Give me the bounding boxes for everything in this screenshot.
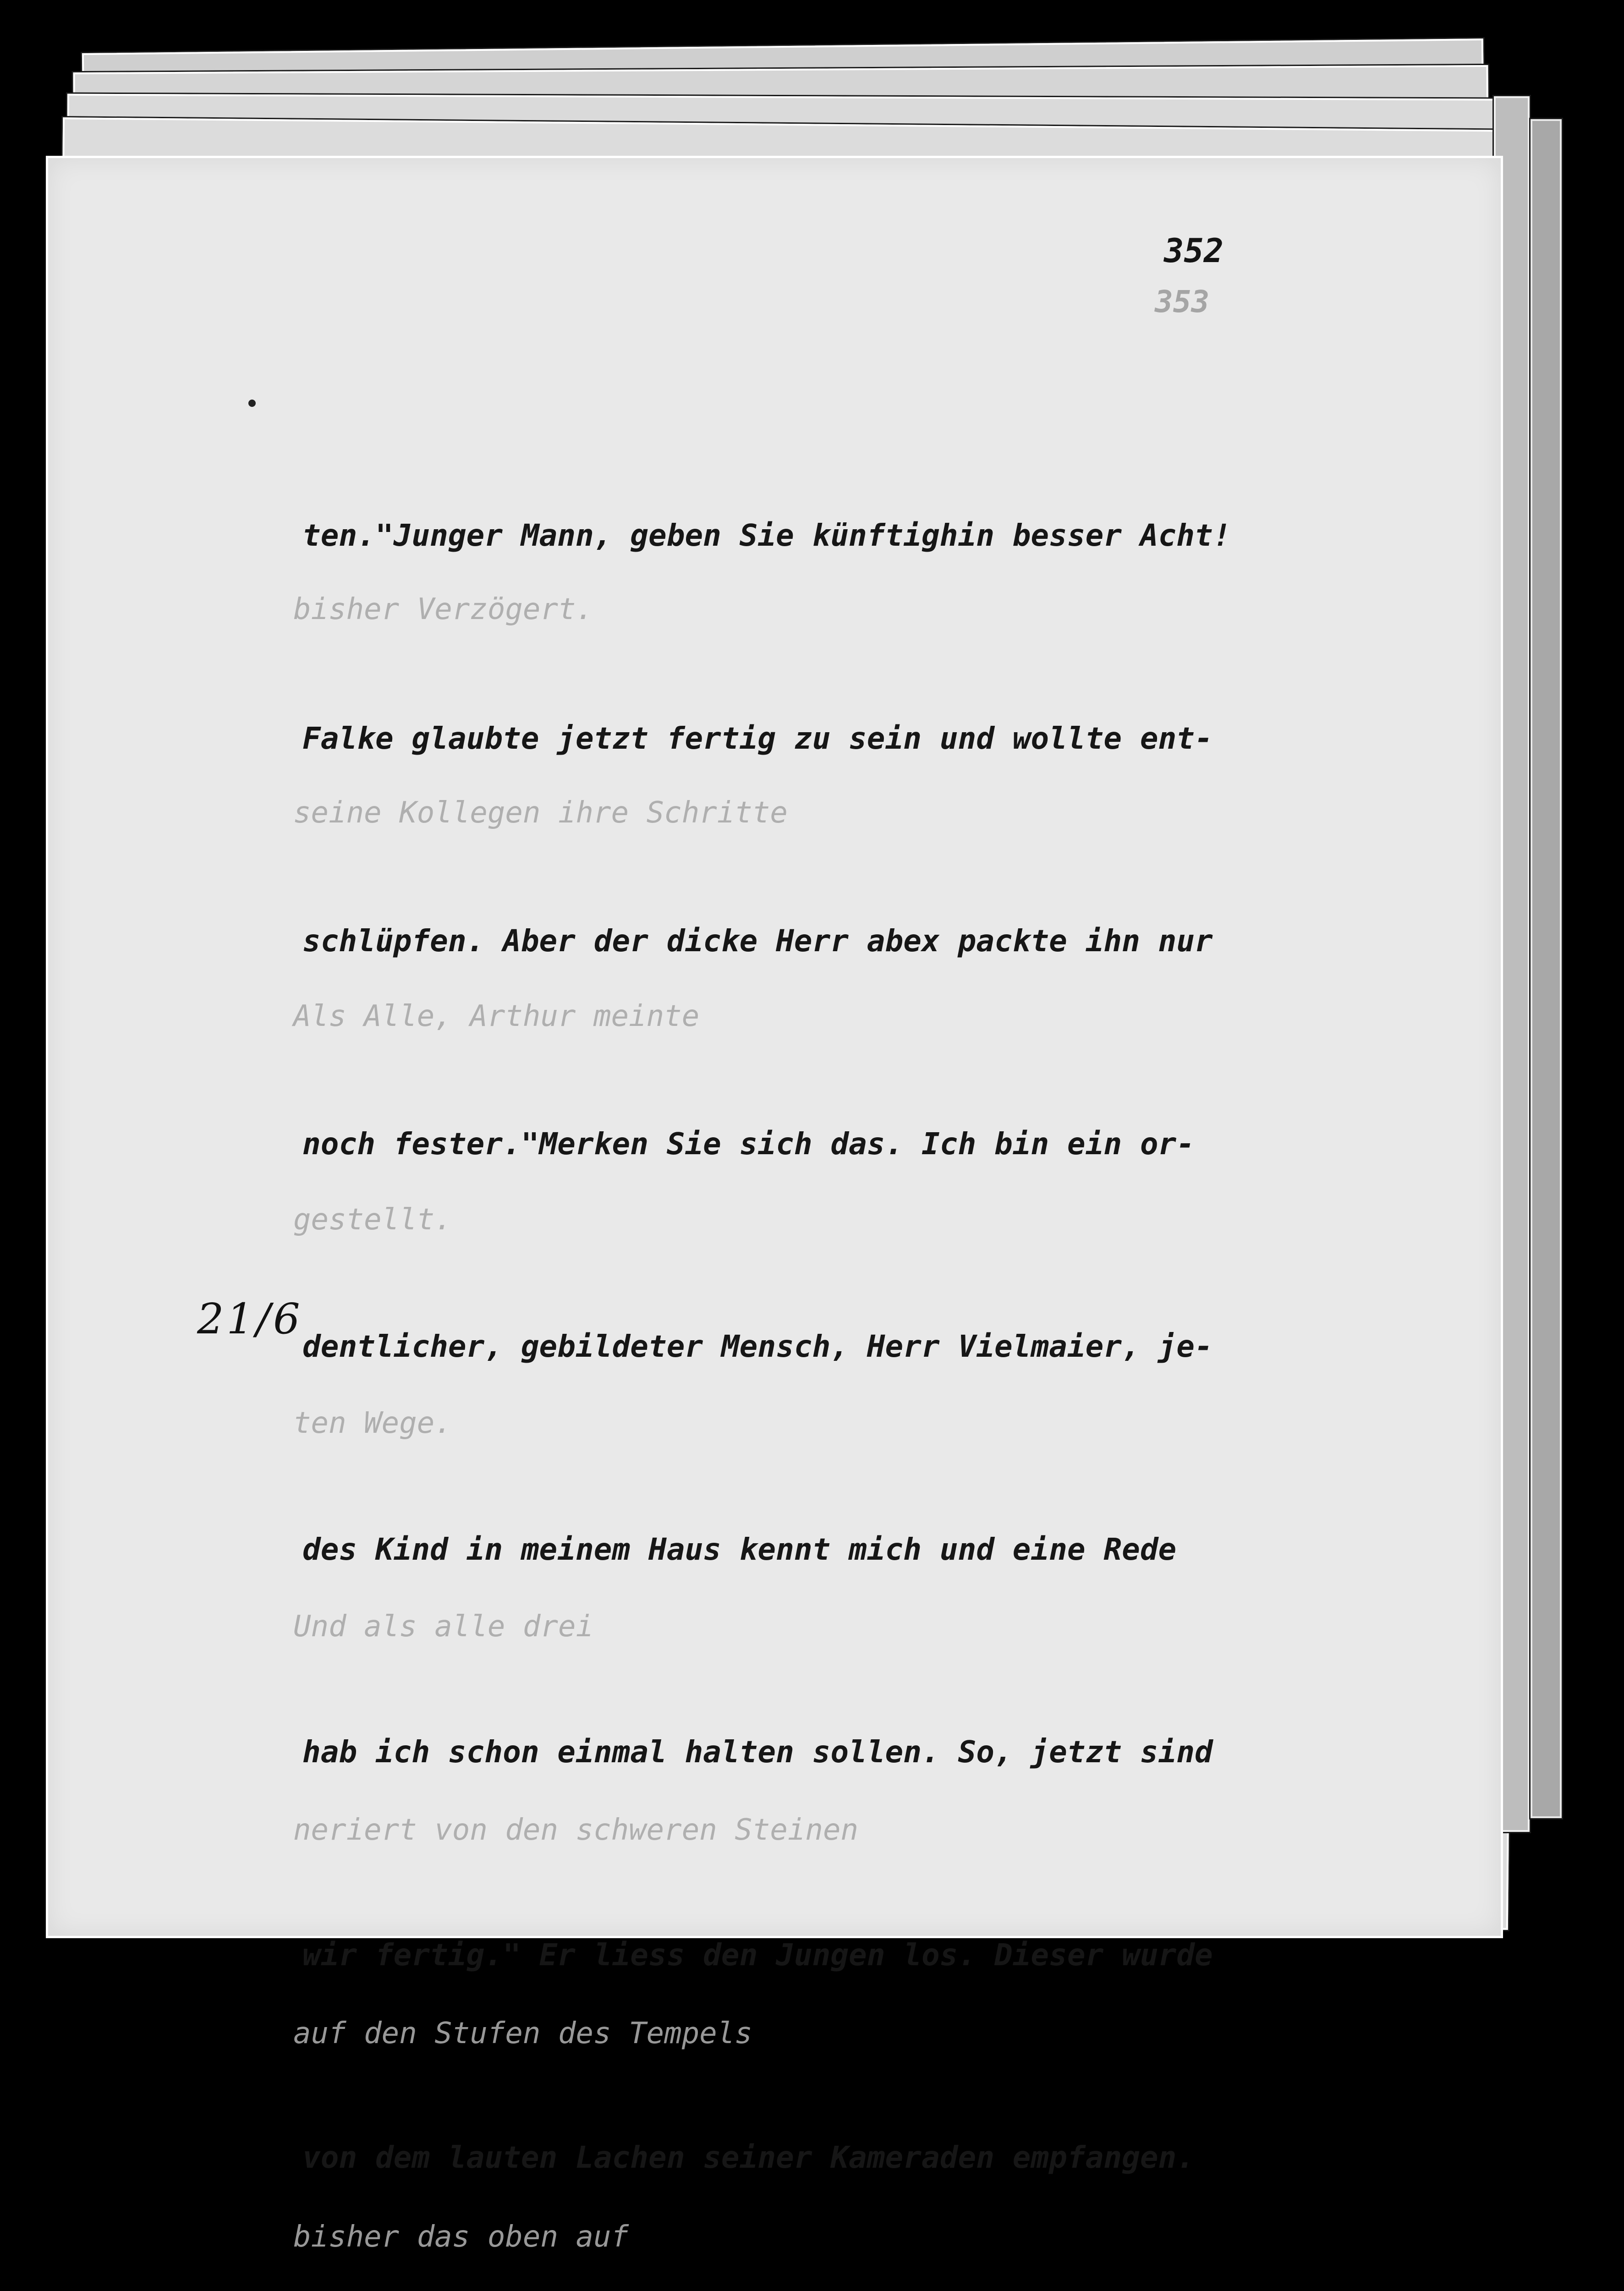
text-line: hab ich schon einmal halten sollen. So, jetzt sind	[302, 1734, 1213, 1770]
ghost-line: bisher das oben auf	[293, 2220, 629, 2254]
text-line: dentlicher, gebildeter Mensch, Herr Vielmaier, je-	[302, 1329, 1213, 1364]
text-line: schlüpfen. Aber der dicke Herr abex packte ihn nur	[302, 923, 1213, 959]
text-line: des Kind in meinem Haus kennt mich und eine Rede	[302, 1531, 1177, 1567]
typed-body-text	[302, 367, 1457, 2291]
ghost-line: neriert von den schweren Steinen	[293, 1813, 858, 1847]
ghost-line: ten Wege.	[293, 1406, 452, 1440]
handwritten-margin-note: 21/6	[197, 1294, 303, 1343]
ghost-line: bisher Verzögert.	[293, 592, 594, 626]
ghost-line: seine Kollegen ihre Schritte	[293, 796, 788, 830]
text-line: von dem lauten Lachen seiner Kameraden empfangen.	[302, 2140, 1195, 2175]
ghost-line: gestellt.	[293, 1203, 452, 1237]
text-line: ten."Junger Mann, geben Sie künftighin besser Acht!	[302, 518, 1231, 553]
ghost-line: Als Alle, Arthur meinte	[293, 999, 700, 1033]
sheet-edge	[1531, 119, 1562, 1818]
margin-mark	[248, 400, 256, 407]
text-line: Falke glaubte jetzt fertig zu sein und wollte ent-	[302, 720, 1213, 756]
text-line: wir fertig." Er liess den Jungen los. Dieser wurde	[302, 1937, 1213, 1973]
ghost-line: Und als alle drei	[293, 1610, 594, 1644]
page-number: 352	[1164, 231, 1224, 270]
text-line: noch fester."Merken Sie sich das. Ich bin ein or-	[302, 1126, 1195, 1162]
ghost-line: auf den Stufen des Tempels	[293, 2017, 752, 2050]
ghost-page-number: 353	[1155, 284, 1210, 319]
